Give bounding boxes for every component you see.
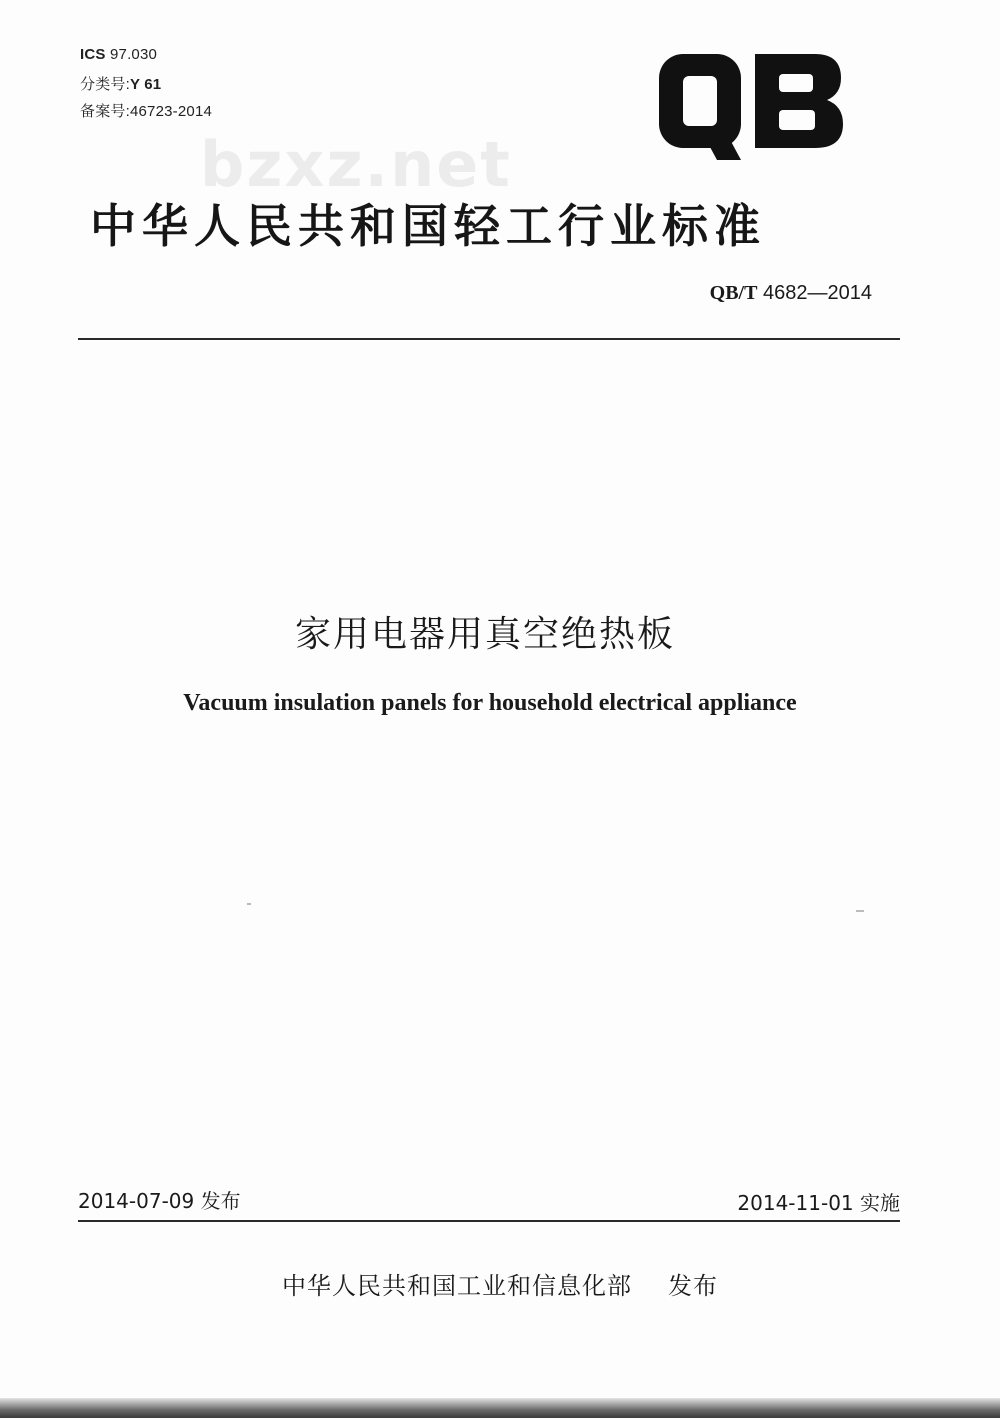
qb-logo [655,48,845,168]
filing-label: 备案号: [80,103,130,120]
ics-label: ICS [80,46,106,63]
document-title-english: Vacuum insulation panels for household electrical appliance [183,690,797,716]
ics-value: 97.030 [109,46,158,63]
issuing-authority [0,1266,1000,1301]
scan-speck [247,903,251,905]
top-divider [78,338,900,340]
standard-number-prefix: QB/T [709,282,758,304]
issue-date: 2014-07-09 发布 [78,1189,241,1213]
qb-logo-b-glyph [755,54,843,148]
bottom-divider [78,1220,900,1222]
ics-code [80,46,157,63]
issuer-action: 发布 [668,1272,718,1300]
filing-value: 46723-2014 [129,103,213,120]
classification-number [80,73,161,94]
filing-number [80,100,212,121]
watermark-text: bzxz.net [200,128,512,201]
effective-date: 2014-11-01 实施 [737,1191,900,1215]
standard-category-title: 中华人民共和国轻工行业标准 [90,199,766,253]
standard-number [710,282,872,305]
scan-speck [856,910,864,912]
scan-edge-shadow [0,1398,1000,1418]
classification-label: 分类号: [80,76,130,93]
issuer-name: 中华人民共和国工业和信息化部 [282,1272,632,1300]
qb-logo-q-glyph [659,54,741,160]
document-title-chinese: 家用电器用真空绝热板 [294,614,675,655]
standard-number-value: 4682—2014 [763,282,872,304]
classification-value: Y 61 [129,76,162,93]
